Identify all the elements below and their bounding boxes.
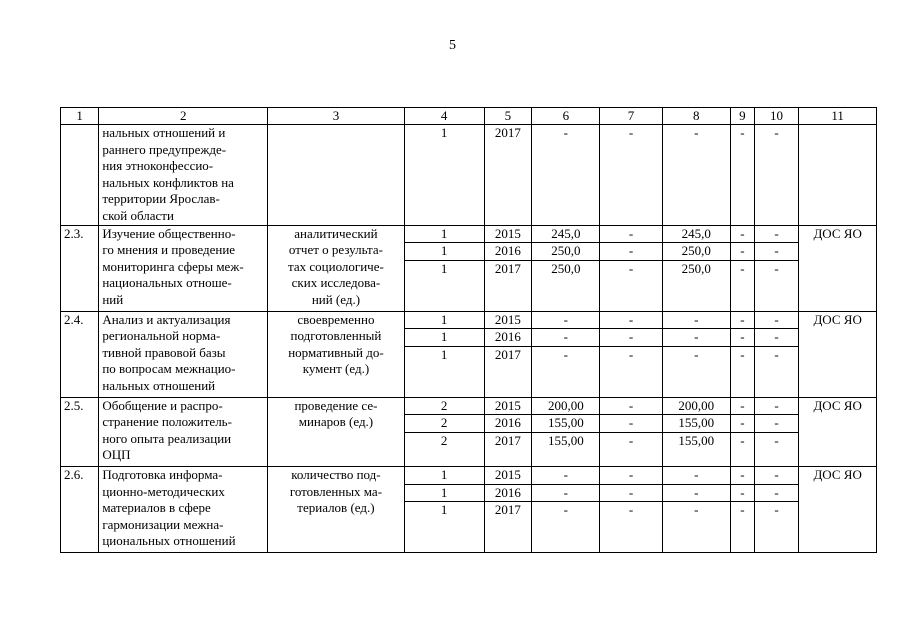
cell-c7: - [600, 397, 662, 415]
cell-c7: - [600, 329, 662, 347]
indicator-line: минаров (ед.) [298, 414, 374, 430]
table-row [61, 466, 877, 484]
cell-c10: - [754, 415, 799, 433]
cell-year: 2017 [484, 125, 532, 226]
activity-name-line: ской области [102, 207, 174, 223]
cell-c6: - [532, 466, 600, 484]
cell-c8: 250,0 [662, 243, 730, 261]
cell-c7: - [600, 346, 662, 397]
cell-c9: - [730, 243, 754, 261]
cell-c7: - [600, 466, 662, 484]
column-header: 4 [404, 108, 484, 125]
cell-c10: - [754, 397, 799, 415]
cell-c10: - [754, 329, 799, 347]
indicator-line: кумент (ед.) [302, 361, 370, 377]
activity-name-line: нальных отношений и [102, 125, 226, 140]
activity-name-line: странение положитель- [102, 414, 232, 430]
cell-c4: 2 [404, 415, 484, 433]
cell-c4: 1 [404, 125, 484, 226]
activity-name [99, 125, 268, 226]
cell-c8: - [662, 329, 730, 347]
cell-c9: - [730, 346, 754, 397]
activity-name-line: ний [102, 291, 124, 307]
cell-year: 2015 [484, 311, 532, 329]
column-header: 2 [99, 108, 268, 125]
column-header: 7 [600, 108, 662, 125]
cell-year: 2017 [484, 346, 532, 397]
cell-c7: - [600, 125, 662, 226]
cell-c6: - [532, 484, 600, 502]
activity-name-line: нальных конфликтов на [102, 174, 234, 190]
cell-c10: - [754, 346, 799, 397]
cell-c10: - [754, 484, 799, 502]
responsible-executor: ДОС ЯО [799, 466, 877, 552]
indicator-line: проведение се- [294, 397, 378, 413]
cell-year: 2016 [484, 484, 532, 502]
activity-name-line: Анализ и актуализация [102, 311, 231, 327]
indicator [268, 311, 405, 397]
cell-c6: - [532, 346, 600, 397]
cell-c9: - [730, 466, 754, 484]
cell-c10: - [754, 260, 799, 311]
activity-name-line: территории Ярослав- [102, 191, 220, 207]
table-row [61, 125, 877, 226]
item-number: 2.5. [61, 397, 99, 466]
cell-c7: - [600, 243, 662, 261]
indicator-line: готовленных ма- [289, 483, 383, 499]
cell-c9: - [730, 225, 754, 243]
activity-name-line: нальных отношений [102, 377, 216, 393]
cell-c7: - [600, 432, 662, 466]
responsible-executor: ДОС ЯО [799, 311, 877, 397]
cell-c8: 155,00 [662, 432, 730, 466]
activity-name [99, 311, 268, 397]
cell-c6: 250,0 [532, 243, 600, 261]
table-row [61, 397, 877, 415]
cell-c7: - [600, 484, 662, 502]
activity-name [99, 225, 268, 311]
cell-c8: 155,00 [662, 415, 730, 433]
indicator-line: количество под- [291, 466, 381, 482]
indicator [268, 225, 405, 311]
indicator-line: ских исследова- [291, 275, 381, 291]
cell-year: 2015 [484, 225, 532, 243]
cell-year: 2016 [484, 415, 532, 433]
activity-name-line: раннего предупрежде- [102, 141, 227, 157]
cell-c4: 1 [404, 243, 484, 261]
cell-c7: - [600, 260, 662, 311]
column-header: 8 [662, 108, 730, 125]
cell-c4: 1 [404, 502, 484, 553]
indicator-line: ний (ед.) [311, 291, 361, 307]
page-number: 5 [449, 38, 456, 53]
cell-year: 2015 [484, 466, 532, 484]
cell-year: 2017 [484, 502, 532, 553]
cell-year: 2015 [484, 397, 532, 415]
cell-c7: - [600, 225, 662, 243]
column-header: 11 [799, 108, 877, 125]
cell-c9: - [730, 260, 754, 311]
column-header: 10 [754, 108, 799, 125]
cell-c8: 245,0 [662, 225, 730, 243]
activity-name-line: ОЦП [102, 447, 131, 463]
indicator-line: нормативный до- [288, 344, 384, 360]
cell-c9: - [730, 397, 754, 415]
cell-c6: - [532, 125, 600, 226]
indicator-line: подготовленный [290, 328, 382, 344]
column-header: 3 [268, 108, 405, 125]
cell-c10: - [754, 311, 799, 329]
indicator-line: аналитический [294, 225, 378, 241]
activity-name-line: ционно-методических [102, 483, 225, 499]
activity-name-line: ния этноконфессио- [102, 158, 214, 174]
responsible-executor: ДОС ЯО [799, 225, 877, 311]
cell-c10: - [754, 502, 799, 553]
cell-c4: 1 [404, 329, 484, 347]
program-activities-table [60, 107, 877, 553]
activity-name-line: Подготовка информа- [102, 466, 223, 482]
activity-name-line: по вопросам межнацио- [102, 361, 236, 377]
cell-c4: 2 [404, 432, 484, 466]
cell-c9: - [730, 329, 754, 347]
cell-c7: - [600, 311, 662, 329]
cell-c4: 1 [404, 346, 484, 397]
column-header: 1 [61, 108, 99, 125]
cell-c4: 1 [404, 260, 484, 311]
item-number [61, 125, 99, 226]
activity-name-line: гармонизации межна- [102, 516, 224, 532]
cell-c6: 200,00 [532, 397, 600, 415]
cell-c4: 1 [404, 225, 484, 243]
column-header: 9 [730, 108, 754, 125]
activity-name-line: материалов в сфере [102, 500, 211, 516]
cell-c8: - [662, 502, 730, 553]
column-header: 6 [532, 108, 600, 125]
cell-c8: - [662, 311, 730, 329]
cell-c9: - [730, 125, 754, 226]
cell-c10: - [754, 466, 799, 484]
cell-c8: - [662, 484, 730, 502]
cell-c8: 250,0 [662, 260, 730, 311]
activity-name-line: циональных отношений [102, 533, 236, 549]
item-number: 2.6. [61, 466, 99, 552]
item-number: 2.4. [61, 311, 99, 397]
cell-c10: - [754, 125, 799, 226]
cell-c10: - [754, 225, 799, 243]
cell-c7: - [600, 502, 662, 553]
cell-c6: - [532, 311, 600, 329]
cell-year: 2016 [484, 243, 532, 261]
indicator [268, 397, 405, 466]
cell-c8: - [662, 346, 730, 397]
table-row [61, 311, 877, 329]
activity-name-line: го мнения и проведение [102, 242, 236, 258]
activity-name [99, 466, 268, 552]
responsible-executor: ДОС ЯО [799, 397, 877, 466]
activity-name-line: Изучение общественно- [102, 225, 236, 241]
cell-c4: 1 [404, 311, 484, 329]
cell-c6: 155,00 [532, 432, 600, 466]
cell-c4: 2 [404, 397, 484, 415]
item-number: 2.3. [61, 225, 99, 311]
cell-year: 2016 [484, 329, 532, 347]
cell-c6: 250,0 [532, 260, 600, 311]
column-header: 5 [484, 108, 532, 125]
activity-name-line: региональной норма- [102, 328, 221, 344]
cell-c6: - [532, 502, 600, 553]
cell-c9: - [730, 432, 754, 466]
activity-name-line: ного опыта реализации [102, 430, 232, 446]
cell-c8: - [662, 466, 730, 484]
cell-c4: 1 [404, 466, 484, 484]
cell-c4: 1 [404, 484, 484, 502]
activity-name-line: национальных отноше- [102, 275, 232, 291]
indicator [268, 125, 405, 226]
indicator-line: териалов (ед.) [297, 500, 375, 516]
cell-c9: - [730, 502, 754, 553]
column-number-header-row [61, 108, 877, 125]
indicator-line: отчет о результа- [288, 242, 383, 258]
cell-c6: 245,0 [532, 225, 600, 243]
cell-c9: - [730, 484, 754, 502]
indicator-line: тах социологиче- [288, 258, 384, 274]
table-row [61, 225, 877, 243]
cell-c8: - [662, 125, 730, 226]
cell-c10: - [754, 243, 799, 261]
cell-c10: - [754, 432, 799, 466]
activity-name [99, 397, 268, 466]
cell-c8: 200,00 [662, 397, 730, 415]
cell-c7: - [600, 415, 662, 433]
cell-c9: - [730, 311, 754, 329]
activity-name-line: тивной правовой базы [102, 344, 226, 360]
cell-c9: - [730, 415, 754, 433]
cell-year: 2017 [484, 260, 532, 311]
activity-name-line: мониторинга сферы меж- [102, 258, 244, 274]
cell-c6: 155,00 [532, 415, 600, 433]
activity-name-line: Обобщение и распро- [102, 397, 223, 413]
cell-c6: - [532, 329, 600, 347]
indicator [268, 466, 405, 552]
cell-year: 2017 [484, 432, 532, 466]
indicator-line: своевременно [297, 311, 375, 327]
responsible-executor [799, 125, 877, 226]
